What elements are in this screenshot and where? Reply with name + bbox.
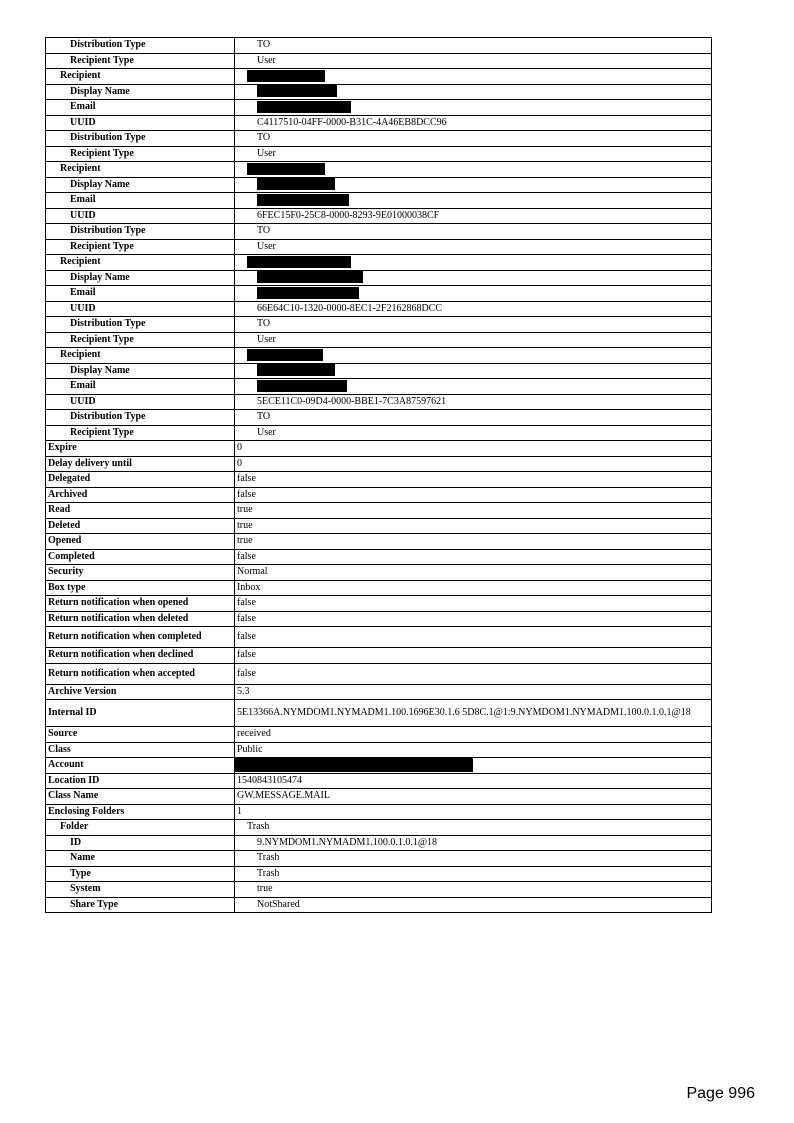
redaction-block xyxy=(257,364,335,376)
field-value: Public xyxy=(235,742,712,758)
redaction-block xyxy=(247,349,323,361)
field-value: 0 xyxy=(235,441,712,457)
field-label: Expire xyxy=(46,441,235,457)
table-row xyxy=(46,596,712,612)
field-value: 1 xyxy=(235,804,712,820)
field-value: User xyxy=(235,425,712,441)
field-value xyxy=(235,379,712,395)
table-row xyxy=(46,820,712,836)
field-label: Display Name xyxy=(46,270,235,286)
redaction-block xyxy=(257,178,335,190)
field-value xyxy=(235,348,712,364)
field-label: Share Type xyxy=(46,897,235,913)
table-row xyxy=(46,84,712,100)
field-label: Read xyxy=(46,503,235,519)
field-label: UUID xyxy=(46,301,235,317)
field-label: Delay delivery until xyxy=(46,456,235,472)
table-row xyxy=(46,534,712,550)
field-value: NotShared xyxy=(235,897,712,913)
field-label: Enclosing Folders xyxy=(46,804,235,820)
table-row xyxy=(46,193,712,209)
field-label: Location ID xyxy=(46,773,235,789)
field-label: Email xyxy=(46,193,235,209)
field-label: Return notification when opened xyxy=(46,596,235,612)
table-row xyxy=(46,441,712,457)
table-row xyxy=(46,115,712,131)
redaction-block xyxy=(247,163,325,175)
field-value xyxy=(235,193,712,209)
table-row xyxy=(46,379,712,395)
field-label: Recipient xyxy=(46,69,235,85)
table-row xyxy=(46,177,712,193)
field-label: Type xyxy=(46,866,235,882)
field-label: Recipient Type xyxy=(46,53,235,69)
field-value: 5.3 xyxy=(235,684,712,700)
field-value xyxy=(235,363,712,379)
table-row xyxy=(46,627,712,648)
field-label: Deleted xyxy=(46,518,235,534)
field-value: false xyxy=(235,487,712,503)
table-row xyxy=(46,742,712,758)
field-label: ID xyxy=(46,835,235,851)
table-row xyxy=(46,224,712,240)
field-label: Return notification when accepted xyxy=(46,663,235,684)
field-label: Distribution Type xyxy=(46,224,235,240)
field-label: Class xyxy=(46,742,235,758)
table-row xyxy=(46,580,712,596)
field-value xyxy=(235,177,712,193)
field-label: Delegated xyxy=(46,472,235,488)
field-value xyxy=(235,270,712,286)
field-label: Return notification when declined xyxy=(46,648,235,664)
table-row xyxy=(46,804,712,820)
field-value xyxy=(235,69,712,85)
table-row xyxy=(46,835,712,851)
table-row xyxy=(46,866,712,882)
field-value: received xyxy=(235,727,712,743)
field-label: UUID xyxy=(46,208,235,224)
field-value: TO xyxy=(235,224,712,240)
table-row xyxy=(46,146,712,162)
field-label: Distribution Type xyxy=(46,317,235,333)
field-label: UUID xyxy=(46,394,235,410)
field-label: Display Name xyxy=(46,177,235,193)
redaction-block xyxy=(257,380,347,392)
field-label: Box type xyxy=(46,580,235,596)
table-row xyxy=(46,286,712,302)
field-label: Recipient xyxy=(46,255,235,271)
field-value: 0 xyxy=(235,456,712,472)
table-row xyxy=(46,317,712,333)
field-label: Name xyxy=(46,851,235,867)
field-label: Return notification when completed xyxy=(46,627,235,648)
field-label: Opened xyxy=(46,534,235,550)
field-value xyxy=(235,758,712,774)
table-row xyxy=(46,565,712,581)
field-value: false xyxy=(235,549,712,565)
field-value: Normal xyxy=(235,565,712,581)
field-value xyxy=(235,100,712,116)
field-label: Return notification when deleted xyxy=(46,611,235,627)
table-row xyxy=(46,611,712,627)
table-row xyxy=(46,700,712,727)
page-number: Page 996 xyxy=(686,1085,755,1102)
table-row xyxy=(46,38,712,54)
field-value: false xyxy=(235,611,712,627)
field-label: Internal ID xyxy=(46,700,235,727)
field-label: Distribution Type xyxy=(46,38,235,54)
field-label: Recipient Type xyxy=(46,332,235,348)
field-label: Security xyxy=(46,565,235,581)
field-value: Trash xyxy=(235,820,712,836)
table-row xyxy=(46,549,712,565)
field-label: Display Name xyxy=(46,363,235,379)
field-value: false xyxy=(235,648,712,664)
field-value: TO xyxy=(235,410,712,426)
table-row xyxy=(46,663,712,684)
table-row xyxy=(46,255,712,271)
field-value xyxy=(235,286,712,302)
field-value: C4117510-04FF-0000-B31C-4A46EB8DCC96 xyxy=(235,115,712,131)
field-label: UUID xyxy=(46,115,235,131)
field-value: 1540843105474 xyxy=(235,773,712,789)
field-label: Class Name xyxy=(46,789,235,805)
table-row xyxy=(46,301,712,317)
field-value: User xyxy=(235,53,712,69)
redaction-block xyxy=(257,101,351,113)
table-row xyxy=(46,131,712,147)
field-label: Recipient xyxy=(46,348,235,364)
field-value: 6FEC15F0-25C8-0000-8293-9E01000038CF xyxy=(235,208,712,224)
field-label: Folder xyxy=(46,820,235,836)
field-label: System xyxy=(46,882,235,898)
field-value: User xyxy=(235,239,712,255)
field-value: GW.MESSAGE.MAIL xyxy=(235,789,712,805)
field-label: Email xyxy=(46,379,235,395)
field-label: Source xyxy=(46,727,235,743)
field-value xyxy=(235,162,712,178)
field-value: 5ECE11C0-09D4-0000-BBE1-7C3A87597621 xyxy=(235,394,712,410)
field-label: Completed xyxy=(46,549,235,565)
field-label: Recipient Type xyxy=(46,425,235,441)
table-row xyxy=(46,270,712,286)
table-row xyxy=(46,684,712,700)
table-row xyxy=(46,425,712,441)
table-row xyxy=(46,487,712,503)
properties-table xyxy=(45,37,712,913)
redaction-block xyxy=(247,70,325,82)
table-row xyxy=(46,394,712,410)
table-row xyxy=(46,332,712,348)
field-value: TO xyxy=(235,131,712,147)
table-row xyxy=(46,518,712,534)
field-value: false xyxy=(235,663,712,684)
table-row xyxy=(46,363,712,379)
redaction-block xyxy=(235,758,473,772)
field-value xyxy=(235,255,712,271)
table-row xyxy=(46,472,712,488)
field-value: Trash xyxy=(235,866,712,882)
field-value: true xyxy=(235,518,712,534)
field-label: Archive Version xyxy=(46,684,235,700)
table-row xyxy=(46,882,712,898)
field-value xyxy=(235,84,712,100)
field-value: TO xyxy=(235,38,712,54)
field-label: Distribution Type xyxy=(46,131,235,147)
field-value: true xyxy=(235,503,712,519)
table-row xyxy=(46,100,712,116)
table-row xyxy=(46,456,712,472)
field-value: Trash xyxy=(235,851,712,867)
field-label: Distribution Type xyxy=(46,410,235,426)
table-row xyxy=(46,897,712,913)
field-value: Inbox xyxy=(235,580,712,596)
table-row xyxy=(46,239,712,255)
field-value: true xyxy=(235,882,712,898)
field-label: Recipient Type xyxy=(46,239,235,255)
redaction-block xyxy=(247,256,351,268)
field-value: 5E13366A.NYMDOM1.NYMADM1.100.1696E30.1.6 5D8C.1@1:9.NYMDOM1.NYMADM1.100.0.1.0.1@18 xyxy=(235,700,712,727)
table-row xyxy=(46,69,712,85)
field-value: false xyxy=(235,627,712,648)
field-value: TO xyxy=(235,317,712,333)
table-row xyxy=(46,208,712,224)
field-label: Recipient xyxy=(46,162,235,178)
redaction-block xyxy=(257,287,359,299)
table-row xyxy=(46,162,712,178)
field-value: 9.NYMDOM1.NYMADM1.100.0.1.0.1@18 xyxy=(235,835,712,851)
table-row xyxy=(46,410,712,426)
table-row xyxy=(46,727,712,743)
field-value: User xyxy=(235,332,712,348)
field-label: Account xyxy=(46,758,235,774)
field-label: Archived xyxy=(46,487,235,503)
table-row xyxy=(46,53,712,69)
table-row xyxy=(46,348,712,364)
redaction-block xyxy=(257,85,337,97)
field-value: User xyxy=(235,146,712,162)
field-value: false xyxy=(235,596,712,612)
field-label: Display Name xyxy=(46,84,235,100)
table-row xyxy=(46,789,712,805)
redaction-block xyxy=(257,194,349,206)
redaction-block xyxy=(257,271,363,283)
table-row xyxy=(46,503,712,519)
field-label: Email xyxy=(46,286,235,302)
field-label: Email xyxy=(46,100,235,116)
table-row xyxy=(46,648,712,664)
field-value: true xyxy=(235,534,712,550)
table-row xyxy=(46,758,712,774)
table-row xyxy=(46,851,712,867)
table-row xyxy=(46,773,712,789)
field-label: Recipient Type xyxy=(46,146,235,162)
field-value: 66E64C10-1320-0000-8EC1-2F2162868DCC xyxy=(235,301,712,317)
field-value: false xyxy=(235,472,712,488)
